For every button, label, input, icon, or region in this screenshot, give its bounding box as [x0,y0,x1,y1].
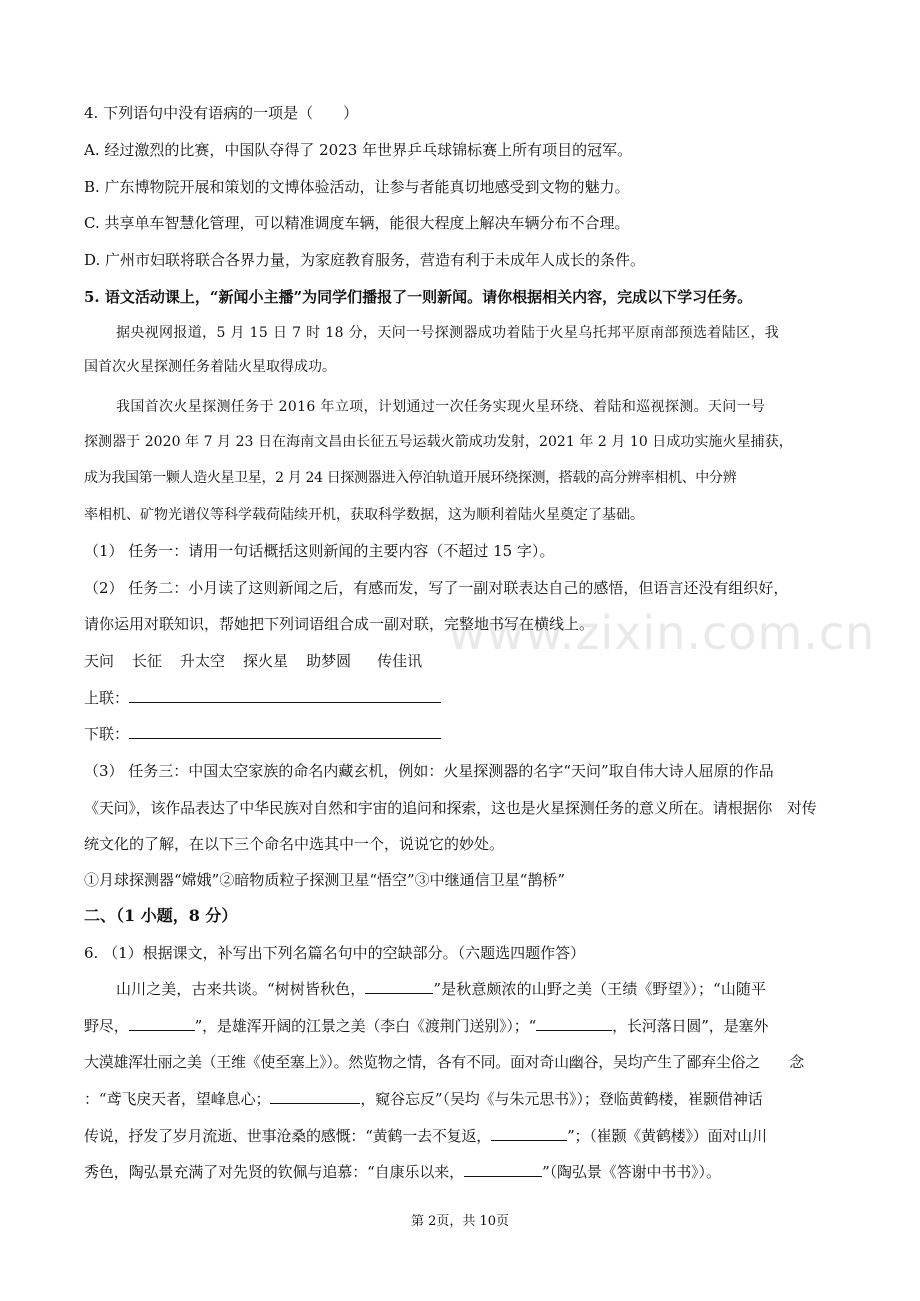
poem-blank-1[interactable] [365,979,433,994]
poem-blank-3[interactable] [536,1016,612,1031]
q6-line3: 大漠雄浑壮丽之美（王维《使至塞上》）。然览物之情，各有不同。面对奇山幽谷，吴均产生了鄙弃尘俗之 念 [84,1053,805,1071]
q4-option-b: B. 广东博物院开展和策划的文博体验活动，让参与者能真切地感受到文物的魅力。 [84,178,630,196]
word-item: 升太空 [180,652,226,670]
q6-line1: 山川之美，古来共谈。“树树皆秋色， ”是秋意颇浓的山野之美（王绩《野望》）；“山随平 [116,980,767,998]
q5-stem: 5. 语文活动课上，“新闻小主播”为同学们播报了一则新闻。请你根据相关内容，完成以下学习任务。 [84,288,753,306]
q4-option-d: D. 广州市妇联将联合各界力量，为家庭教育服务，营造有利于未成年人成长的条件。 [84,251,646,269]
task3-line3: 统文化的了解，在以下三个命名中选其中一个，说说它的妙处。 [84,835,505,853]
q6-stem: 6. （1）根据课文，补写出下列名篇名句中的空缺部分。（六题选四题作答） [84,944,586,962]
q6-line6: 秀色，陶弘景充满了对先贤的钦佩与追慕：“自康乐以来， ”（陶弘景《答谢中书书》）。 [84,1163,721,1181]
upper-couplet-label: 上联： [84,689,130,707]
lower-couplet-row [84,724,441,744]
upper-couplet-blank[interactable] [129,688,441,703]
task3-options: ①月球探测器“嫦娥”②暗物质粒子探测卫星“悟空”③中继通信卫星“鹊桥” [84,871,566,889]
poem-blank-6[interactable] [464,1162,542,1177]
q6-line2: 野尽， ”，是雄浑开阔的江景之美（李白《渡荆门送别》）；“ ，长河落日圆”，是塞外 [84,1017,769,1035]
word-item: 助梦圆 [306,652,352,670]
poem-blank-5[interactable] [491,1126,567,1141]
word-list [84,651,422,671]
word-item: 天问 [84,652,115,670]
task2-line2: 请你运用对联知识，帮她把下列词语组合成一副对联，完整地书写在横线上。 [84,615,595,633]
news-p2-line4: 率相机、矿物光谱仪等科学载荷陆续开机，获取科学数据，这为顺利着陆火星奠定了基础。 [84,507,644,523]
word-item: 长征 [132,652,163,670]
q6-line5: 传说，抒发了岁月流逝、世事沧桑的感慨：“黄鹤一去不复返， ”；（崔颢《黄鹤楼》）面对山川 [84,1127,767,1145]
q4-stem: 4. 下列语句中没有语病的一项是（ ） [84,104,359,122]
page-footer: 第 2页，共 10页 [410,1214,510,1229]
q6-line4: ：“鸢飞戾天者，望峰息心； ，窥谷忘反”（吴均《与朱元思书》）；登临黄鹤楼，崔颢借神话 [84,1090,763,1108]
poem-blank-2[interactable] [129,1016,195,1031]
word-item: 探火星 [243,652,289,670]
news-p1-line2: 国首次火星探测任务着陆火星取得成功。 [84,359,336,375]
lower-couplet-blank[interactable] [129,724,441,739]
task3-line2: 《天问》，该作品表达了中华民族对自然和宇宙的追问和探索，这也是火星探测任务的意义所在。请根据你 对传 [84,799,817,817]
news-p1-line1: 据央视网报道，5 月 15 日 7 时 18 分，天问一号探测器成功着陆于火星乌托邦平原南部预选着陆区，我 [116,325,780,341]
lower-couplet-label: 下联： [84,725,130,743]
news-p2-line3: 成为我国第一颗人造火星卫星，2 月 24 日探测器进入停泊轨道开展环绕探测，搭载的高分辨率相机、中分辨 [84,470,737,486]
watermark: www.zixin.com.cn [448,606,876,660]
upper-couplet-row [84,688,441,708]
task3-line1: （3） 任务三：中国太空家族的命名内藏玄机，例如：火星探测器的名字“天问”取自伟大诗人屈原的作品 [84,762,774,780]
news-p2-line1: 我国首次火星探测任务于 2016 年立项，计划通过一次任务实现火星环绕、着陆和巡视探测。天问一号 [116,399,766,415]
section2-title: 二、（1 小题，8 分） [84,906,238,925]
task1-text: （1） 任务一：请用一句话概括这则新闻的主要内容（不超过 15 字）。 [84,542,555,560]
q4-option-a: A. 经过激烈的比赛，中国队夺得了 2023 年世界乒乓球锦标赛上所有项目的冠军。 [84,141,633,159]
word-item: 传佳讯 [377,652,423,670]
task2-line1: （2） 任务二：小月读了这则新闻之后，有感而发，写了一副对联表达自己的感悟，但语言还没有组织好， [84,579,789,597]
poem-blank-4[interactable] [270,1089,360,1104]
q4-option-c: C. 共享单车智慧化管理，可以精准调度车辆，能很大程度上解决车辆分布不合理。 [84,214,630,232]
news-p2-line2: 探测器于 2020 年 7 月 23 日在海南文昌由长征五号运载火箭成功发射，2021 年 2 月 10 日成功实施火星捕获， [84,434,793,450]
